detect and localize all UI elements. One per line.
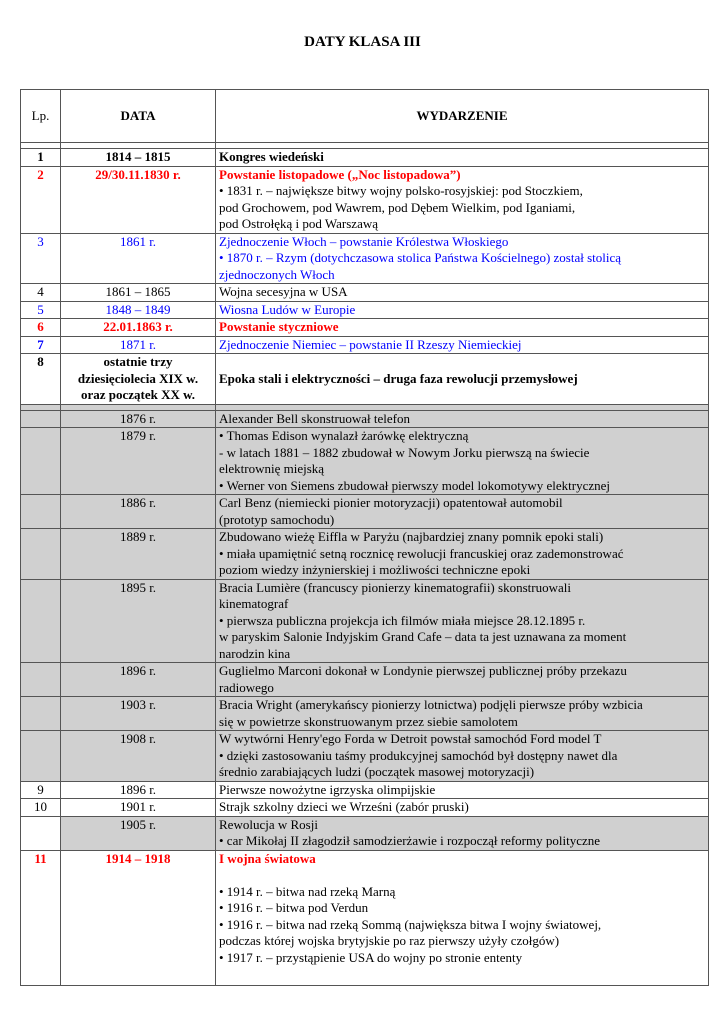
row-event (216, 301, 709, 319)
event-line: Wojna secesyjna w USA (219, 284, 348, 299)
row-event (216, 284, 709, 302)
row-lp (21, 816, 61, 850)
date-line: oraz początek XX w. (80, 387, 196, 402)
date-line: ostatnie trzy (103, 354, 173, 369)
table-row (21, 731, 709, 782)
row-event (216, 781, 709, 799)
row-event (216, 697, 709, 731)
event-line: kinematograf (219, 596, 289, 611)
event-line: • miała upamiętnić setną rocznicę rewolucji francuskiej oraz zademonstrować (219, 545, 624, 561)
table-row (21, 301, 709, 319)
event-line: Zjednoczenie Włoch – powstanie Królestwa Włoskiego (219, 233, 509, 249)
row-event (216, 495, 709, 529)
event-line: zjednoczonych Włoch (219, 266, 335, 282)
table-row (21, 816, 709, 850)
date-line: dziesięciolecia XIX w. (77, 370, 199, 386)
row-date: 1901 r. (61, 799, 216, 817)
row-lp (21, 410, 61, 428)
row-event (216, 663, 709, 697)
event-line: Epoka stali i elektryczności – druga faza rewolucji przemysłowej (219, 370, 578, 386)
row-event (216, 731, 709, 782)
event-line: • 1916 r. – bitwa pod Verdun (219, 900, 369, 915)
row-lp: 8 (21, 354, 61, 405)
row-event (216, 336, 709, 354)
row-date: 1871 r. (61, 336, 216, 354)
table-row (21, 149, 709, 167)
row-lp: 10 (21, 799, 61, 817)
row-date: 1879 r. (61, 428, 216, 495)
row-date: 1889 r. (61, 529, 216, 580)
row-date: 1876 r. (61, 410, 216, 428)
row-lp: 11 (21, 850, 61, 985)
header-lp: Lp. (21, 90, 61, 143)
row-date: 1861 r. (61, 233, 216, 284)
row-date (61, 354, 216, 405)
row-lp: 2 (21, 166, 61, 233)
event-line: Powstanie styczniowe (219, 319, 339, 334)
event-line: (prototyp samochodu) (219, 511, 335, 527)
row-lp: 6 (21, 319, 61, 337)
row-date: 1895 r. (61, 579, 216, 663)
table-row (21, 166, 709, 233)
row-lp: 5 (21, 301, 61, 319)
row-lp (21, 428, 61, 495)
event-line: • dzięki zastosowaniu taśmy produkcyjnej samochód był dostępny nawet dla (219, 747, 618, 763)
page-title: DATY KLASA III (304, 34, 421, 50)
event-line: Powstanie listopadowe („Noc listopadowa”) (219, 166, 461, 182)
event-line: Kongres wiedeński (219, 149, 324, 164)
row-event (216, 529, 709, 580)
row-event (216, 233, 709, 284)
row-date: 1896 r. (61, 781, 216, 799)
table-header-row (21, 90, 709, 143)
event-line: Guglielmo Marconi dokonał w Londynie pierwszej publicznej próby przekazu (219, 663, 627, 678)
row-event (216, 410, 709, 428)
table-row (21, 579, 709, 663)
row-lp (21, 529, 61, 580)
row-date: 1814 – 1815 (61, 149, 216, 167)
event-line: w paryskim Salonie Indyjskim Grand Cafe – data ta jest uznawana za moment (219, 629, 627, 644)
table-row (21, 663, 709, 697)
table-row (21, 799, 709, 817)
event-line: • 1917 r. – przystąpienie USA do wojny po stronie ententy (219, 949, 523, 965)
table-row (21, 233, 709, 284)
row-lp (21, 697, 61, 731)
event-line: podczas której wojska brytyjskie po raz pierwszy użyły czołgów) (219, 933, 560, 948)
event-line: • pierwsza publiczna projekcja ich filmów miała miejsce 28.12.1895 r. (219, 612, 586, 628)
row-lp (21, 579, 61, 663)
table-row (21, 697, 709, 731)
row-event (216, 579, 709, 663)
header-event: WYDARZENIE (216, 90, 709, 143)
header-date: DATA (61, 90, 216, 143)
row-event (216, 166, 709, 233)
event-line: radiowego (219, 679, 274, 695)
row-date: 1905 r. (61, 816, 216, 850)
event-line: poziom wiedzy inżynierskiej i możliwości techniczne epoki (219, 562, 531, 577)
event-line: pod Grochowem, pod Wawrem, pod Dębem Wielkim, pod Iganiami, (219, 199, 576, 215)
event-line: Bracia Lumière (francuscy pionierzy kinematografii) skonstruowali (219, 579, 571, 595)
event-line: Zjednoczenie Niemiec – powstanie II Rzeszy Niemieckiej (219, 336, 522, 352)
row-date: 1903 r. (61, 697, 216, 731)
table-row (21, 354, 709, 405)
event-line: • 1831 r. – największe bitwy wojny polsko-rosyjskiej: pod Stoczkiem, (219, 183, 583, 198)
event-line: Carl Benz (niemiecki pionier motoryzacji) opatentował automobil (219, 495, 563, 510)
event-line: • 1914 r. – bitwa nad rzeką Marną (219, 883, 396, 899)
table-row (21, 284, 709, 302)
event-line: I wojna światowa (219, 850, 316, 866)
row-date: 29/30.11.1830 r. (61, 166, 216, 233)
event-line: • 1916 r. – bitwa nad rzeką Sommą (największa bitwa I wojny światowej, (219, 916, 602, 932)
row-date: 1886 r. (61, 495, 216, 529)
event-line: - w latach 1881 – 1882 zbudował w Nowym Jorku pierwszą na świecie (219, 444, 590, 460)
row-lp (21, 663, 61, 697)
dates-table (20, 89, 709, 986)
blank-line (219, 867, 705, 884)
table-row (21, 850, 709, 985)
event-line: Wiosna Ludów w Europie (219, 301, 356, 317)
table-row (21, 781, 709, 799)
row-lp (21, 731, 61, 782)
row-lp (21, 495, 61, 529)
event-line: Strajk szkolny dzieci we Wrześni (zabór pruski) (219, 799, 469, 814)
row-date: 1848 – 1849 (61, 301, 216, 319)
event-line: elektrownię miejską (219, 461, 325, 476)
event-line: średnio zarabiających ludzi (początek masowej motoryzacji) (219, 764, 535, 779)
event-line: Alexander Bell skonstruował telefon (219, 410, 410, 426)
table-row (21, 410, 709, 428)
table-row (21, 529, 709, 580)
row-event (216, 816, 709, 850)
event-line: się w powietrze skonstruowanym przez siebie samolotem (219, 713, 518, 729)
row-lp: 1 (21, 149, 61, 167)
event-line: narodzin kina (219, 645, 291, 661)
row-lp: 7 (21, 336, 61, 354)
event-line: Bracia Wright (amerykańscy pionierzy lotnictwa) podjęli pierwsze próby wzbicia (219, 697, 643, 712)
event-line: • 1870 r. – Rzym (dotychczasowa stolica Państwa Kościelnego) został stolicą (219, 250, 622, 265)
row-event (216, 149, 709, 167)
row-lp: 9 (21, 781, 61, 799)
row-date: 22.01.1863 r. (61, 319, 216, 337)
table-row (21, 336, 709, 354)
event-line: Zbudowano wieżę Eiffla w Paryżu (najbardziej znany pomnik epoki stali) (219, 529, 604, 544)
row-date: 1914 – 1918 (61, 850, 216, 985)
row-date: 1908 r. (61, 731, 216, 782)
event-line: pod Ostrołęką i pod Warszawą (219, 216, 379, 231)
event-line: • car Mikołaj II złagodził samodzierżawie i rozpoczął reformy polityczne (219, 833, 601, 848)
table-row (21, 428, 709, 495)
row-event (216, 319, 709, 337)
table-row (21, 495, 709, 529)
row-date: 1861 – 1865 (61, 284, 216, 302)
row-event (216, 850, 709, 985)
event-line: • Werner von Siemens zbudował pierwszy model lokomotywy elektrycznej (219, 477, 610, 493)
event-line: Pierwsze nowożytne igrzyska olimpijskie (219, 781, 436, 797)
event-line: • Thomas Edison wynalazł żarówkę elektryczną (219, 428, 469, 443)
row-event (216, 354, 709, 405)
event-line: Rewolucja w Rosji (219, 816, 318, 832)
table-row (21, 319, 709, 337)
row-lp: 3 (21, 233, 61, 284)
event-line: W wytwórni Henry'ego Forda w Detroit powstał samochód Ford model T (219, 731, 602, 746)
row-lp: 4 (21, 284, 61, 302)
row-date: 1896 r. (61, 663, 216, 697)
row-event (216, 428, 709, 495)
row-event (216, 799, 709, 817)
